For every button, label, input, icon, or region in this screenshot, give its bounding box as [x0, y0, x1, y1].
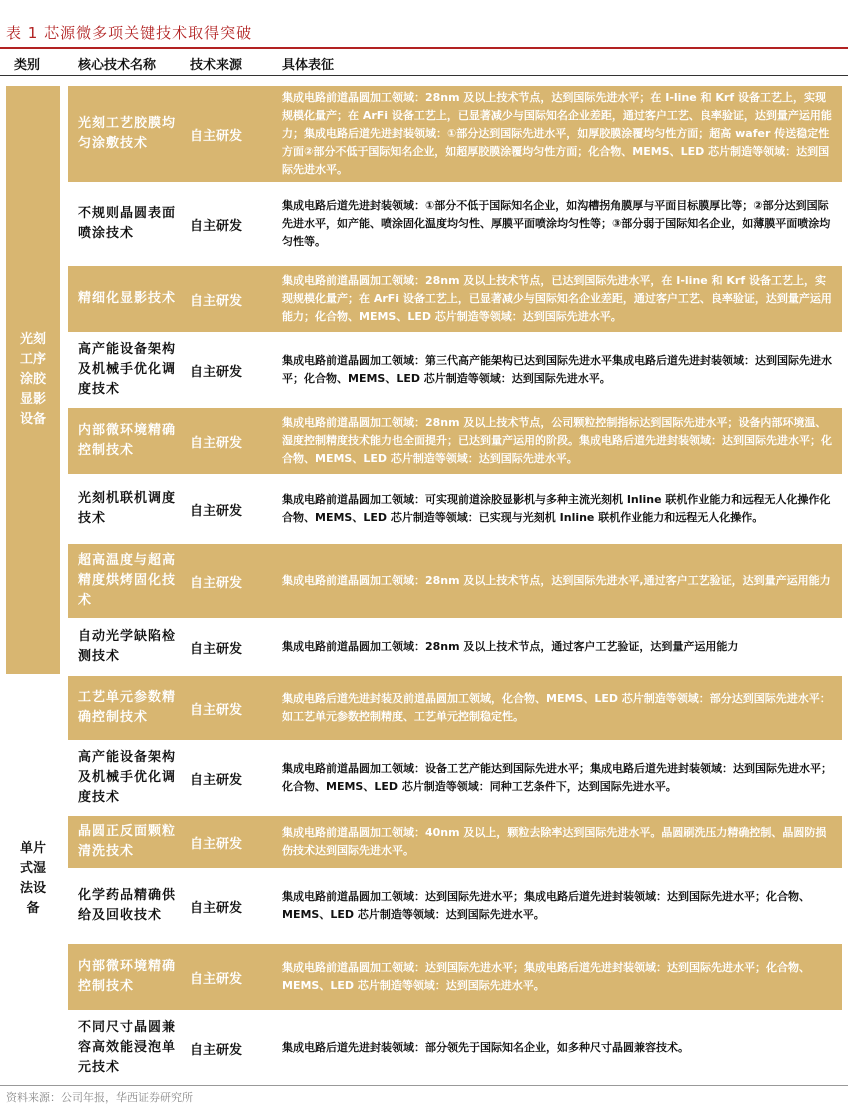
category-label: 单片式湿法设备 — [19, 840, 46, 916]
table-row — [68, 620, 842, 674]
category-cell — [6, 676, 60, 1081]
tech-description: 集成电路前道晶圆加工领域：达到国际先进水平；集成电路后道先进封装领域：达到国际先进水平；化合物、MEMS、LED 芯片制造等领域：达到国际先进水平。 — [282, 961, 810, 992]
tech-source: 自主研发 — [190, 503, 243, 519]
tech-source: 自主研发 — [190, 772, 243, 788]
tech-description: 集成电路前道晶圆加工领域：28nm 及以上技术节点，达到国际先进水平,通过客户工艺验证，达到量产运用能力 — [282, 574, 831, 587]
tech-description: 集成电路前道晶圆加工领域：达到国际先进水平；集成电路后道先进封装领域：达到国际先进水平；化合物、MEMS、LED 芯片制造等领域：达到国际先进水平。 — [282, 890, 810, 921]
tech-description: 集成电路前道晶圆加工领域：40nm 及以上，颗粒去除率达到国际先进水平。晶圆刷洗压力精确控制、晶圆防损伤技术达到国际先进水平。 — [282, 826, 827, 857]
tech-name: 工艺单元参数精确控制技术 — [78, 690, 177, 725]
tech-name: 精细化显影技术 — [78, 291, 177, 306]
tech-description: 集成电路前道晶圆加工领域：设备工艺产能达到国际先进水平；集成电路后道先进封装领域：达到国际先进水平；化合物、MEMS、LED 芯片制造等领域：同种工艺条件下，达到国际先进水平。 — [282, 762, 832, 793]
tech-name: 化学药品精确供给及回收技术 — [78, 888, 177, 923]
tech-source: 自主研发 — [190, 364, 243, 380]
tech-description: 集成电路前道晶圆加工领域：28nm 及以上技术节点，达到国际先进水平；在 I-line 和 Krf 设备工艺上，实现规模化量产；在 ArFi 设备工艺上，已显著减少与国际知名企业差距，通过客户工艺、良率验证，达到量产运用能力；集成电路后道先进封装领域：①部分达到国际先进水平，如厚胶膜涂覆均匀性方面；超高 wafer 传送稳定性方面②部分不低于国际知名企业，如超厚胶膜涂覆均匀性方面；化合物、MEMS、LED 芯片制造等领域：达到国际先进水平。 — [282, 91, 832, 176]
tech-description: 集成电路前道晶圆加工领域：28nm 及以上技术节点，通过客户工艺验证，达到量产运用能力 — [282, 640, 739, 653]
tech-name: 内部微环境精确控制技术 — [78, 959, 177, 994]
tech-name: 自动光学缺陷检测技术 — [78, 629, 177, 664]
table-row — [68, 944, 842, 1010]
header-feature: 具体表征 — [282, 58, 335, 73]
tech-source: 自主研发 — [190, 128, 243, 144]
tech-name: 光刻工艺胶膜均匀涂敷技术 — [78, 116, 177, 151]
tech-source: 自主研发 — [190, 836, 243, 852]
footer-rule — [0, 1085, 848, 1086]
tech-description: 集成电路前道晶圆加工领域：第三代高产能架构已达到国际先进水平集成电路后道先进封装领域：达到国际先进水平；化合物、MEMS、LED 芯片制造等领域：达到国际先进水平。 — [282, 354, 832, 385]
header-rule — [0, 75, 848, 76]
category-label: 光刻工序涂胶显影设备 — [19, 332, 46, 427]
title-rule — [0, 47, 848, 49]
tech-description: 集成电路后道先进封装及前道晶圆加工领域，化合物、MEMS、LED 芯片制造等领域：部分达到国际先进水平：如工艺单元参数控制精度、工艺单元控制稳定性。 — [282, 692, 831, 723]
tech-source: 自主研发 — [190, 971, 243, 987]
table-row — [68, 266, 842, 332]
tech-name: 晶圆正反面颗粒清洗技术 — [78, 824, 177, 859]
tech-source: 自主研发 — [190, 575, 243, 591]
table-title: 表 1 芯源微多项关键技术取得突破 — [6, 24, 253, 42]
header-category: 类别 — [14, 58, 41, 73]
table-row — [68, 184, 842, 264]
tech-source: 自主研发 — [190, 435, 243, 451]
source-note: 资料来源：公司年报，华西证券研究所 — [6, 1091, 193, 1104]
tech-source: 自主研发 — [190, 218, 243, 234]
tech-source: 自主研发 — [190, 1042, 243, 1058]
header-tech: 核心技术名称 — [78, 58, 157, 73]
tech-description: 集成电路前道晶圆加工领域：28nm 及以上技术节点，已达到国际先进水平，在 I-line 和 Krf 设备工艺上，实现规模化量产；在 ArFi 设备工艺上，已显著减少与国际知名企业差距，通过客户工艺、良率验证，达到量产运用能力；化合物、MEMS、LED 芯片制造等领域：达到国际先进水平。 — [282, 274, 832, 323]
table-row — [68, 334, 842, 406]
tech-name: 光刻机联机调度技术 — [78, 491, 177, 526]
table-row — [68, 476, 842, 542]
table-row — [68, 408, 842, 474]
tech-name: 内部微环境精确控制技术 — [78, 423, 177, 458]
tech-name: 高产能设备架构及机械手优化调度技术 — [78, 750, 177, 805]
tech-source: 自主研发 — [190, 900, 243, 916]
tech-name: 不规则晶圆表面喷涂技术 — [78, 206, 177, 241]
tech-name: 高产能设备架构及机械手优化调度技术 — [78, 342, 177, 397]
header-source: 技术来源 — [190, 58, 243, 73]
table-row — [68, 544, 842, 618]
tech-name: 不同尺寸晶圆兼容高效能浸泡单元技术 — [78, 1020, 177, 1075]
table-row — [68, 742, 842, 814]
table-row — [68, 676, 842, 740]
tech-description: 集成电路前道晶圆加工领域：28nm 及以上技术节点，公司颗粒控制指标达到国际先进水平；设备内部环境温、湿度控制精度技术能力也全面提升；已达到量产运用的阶段。集成电路后道先进封装领域：达到国际先进水平；化合物、MEMS、LED 芯片制造等领域：达到国际先进水平。 — [282, 416, 832, 465]
tech-description: 集成电路后道先进封装领域：部分领先于国际知名企业，如多种尺寸晶圆兼容技术。 — [282, 1041, 689, 1054]
table-row — [68, 816, 842, 868]
tech-source: 自主研发 — [190, 293, 243, 309]
tech-description: 集成电路后道先进封装领域：①部分不低于国际知名企业，如沟槽拐角膜厚与平面目标膜厚比等；②部分达到国际先进水平，如产能、喷涂固化温度均匀性、厚膜平面喷涂均匀性等；③部分弱于国际知名企业，如薄膜平面喷涂均匀性等。 — [282, 199, 831, 248]
table-row — [68, 1012, 842, 1084]
table-row — [68, 86, 842, 182]
tech-source: 自主研发 — [190, 702, 243, 718]
tech-description: 集成电路前道晶圆加工领域：可实现前道涂胶显影机与多种主流光刻机 Inline 联机作业能力和远程无人化操作化合物、MEMS、LED 芯片制造等领域：已实现与光刻机 Inline 联机作业能力和远程无人化操作。 — [282, 493, 831, 524]
tech-source: 自主研发 — [190, 641, 243, 657]
tech-name: 超高温度与超高精度烘烤固化技术 — [78, 553, 177, 608]
category-cell — [6, 86, 60, 674]
table-row — [68, 870, 842, 942]
